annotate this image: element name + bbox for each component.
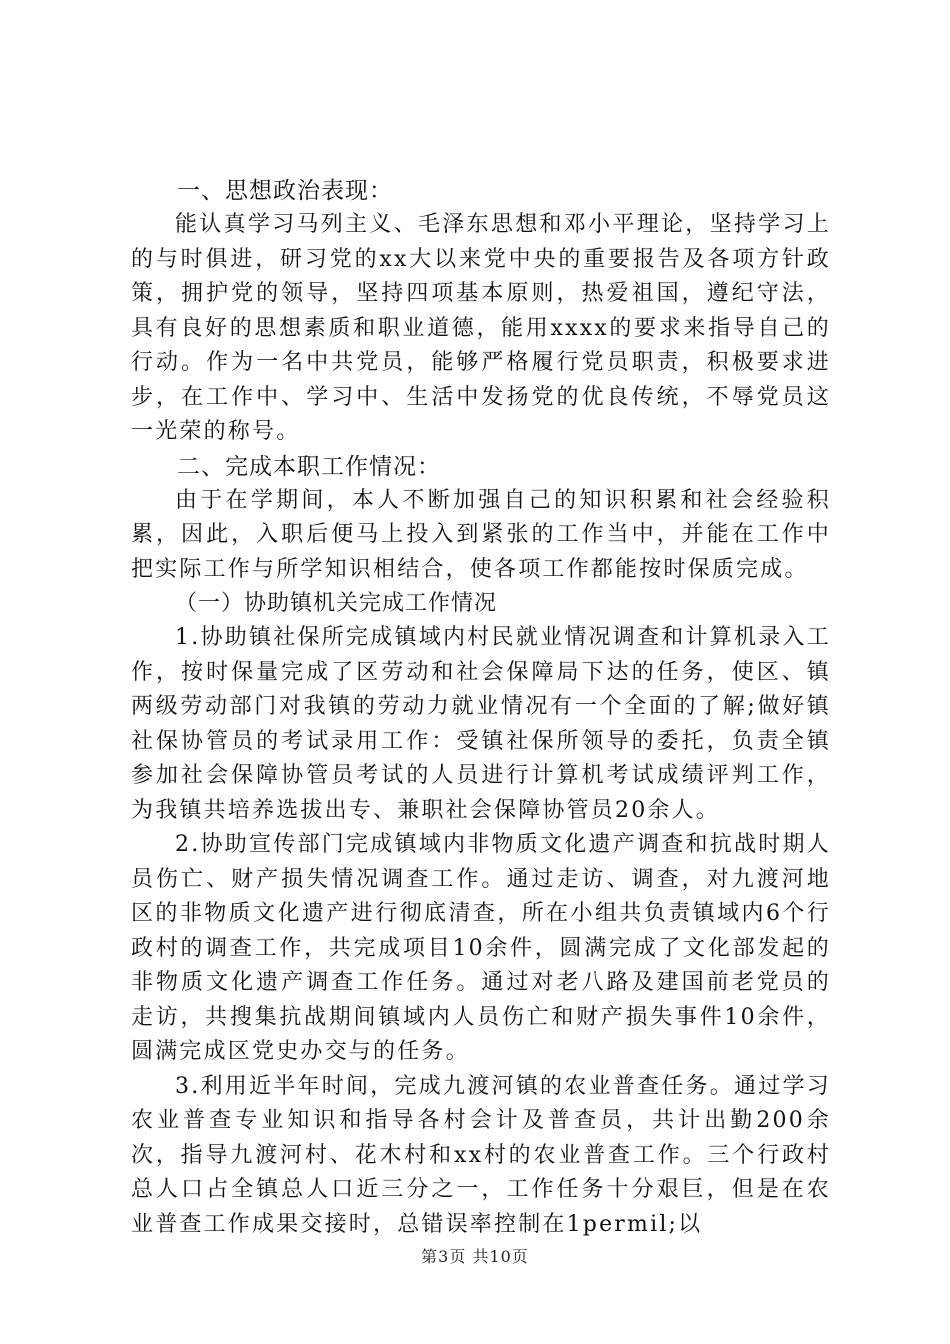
item-1-paragraph: 1.协助镇社保所完成镇域内村民就业情况调查和计算机录入工作，按时保量完成了区劳动和社会保障局下达的任务，使区、镇两级劳动部门对我镇的劳动力就业情况有一个全面的了解;做好镇社保协管员的考试录用工作：受镇社保所领导的委托，负责全镇参加社会保障协管员考试的人员进行计算机考试成绩评判工作，为我镇共培养选拔出专、兼职社会保障协管员20余人。 — [131, 625, 831, 823]
page-number-footer: 第3页 共10页 — [421, 1247, 529, 1266]
subsection1-heading: （一）协助镇机关完成工作情况 — [175, 591, 498, 616]
section1-paragraph: 能认真学习马列主义、毛泽东思想和邓小平理论，坚持学习上的与时俱进，研习党的xx大以来党中央的重要报告及各项方针政策，拥护党的领导，坚持四项基本原则，热爱祖国，遵纪守法，具有良好的思想素质和职业道德，能用xxxx的要求来指导自己的行动。作为一名中共党员，能够严格履行党员职责，积极要求进步，在工作中、学习中、生活中发扬党的优良传统，不辱党员这一光荣的称号。 — [131, 212, 831, 444]
item-3-paragraph: 3.利用近半年时间，完成九渡河镇的农业普查任务。通过学习农业普查专业知识和指导各村会计及普查员，共计出勤200余次，指导九渡河村、花木村和xx村的农业普查工作。三个行政村总人口占全镇总人口近三分之一，工作任务十分艰巨，但是在农业普查工作成果交接时，总错误率控制在1permil;以 — [131, 1073, 831, 1237]
document-body — [131, 174, 831, 1242]
section2-paragraph: 由于在学期间，本人不断加强自己的知识积累和社会经验积累，因此，入职后便马上投入到紧张的工作当中，并能在工作中把实际工作与所学知识相结合，使各项工作都能按时保质完成。 — [131, 487, 831, 582]
section1-heading: 一、思想政治表现： — [177, 178, 393, 204]
item-2-paragraph: 2.协助宣传部门完成镇域内非物质文化遗产调查和抗战时期人员伤亡、财产损失情况调查工作。通过走访、调查，对九渡河地区的非物质文化遗产进行彻底清查，所在小组共负责镇域内6个行政村的调查工作，共完成项目10余件，圆满完成了文化部发起的非物质文化遗产调查工作任务。通过对老八路及建国前老党员的走访，共搜集抗战期间镇域内人员伤亡和财产损失事件10余件，圆满完成区党史办交与的任务。 — [131, 832, 831, 1064]
section2-heading: 二、完成本职工作情况： — [177, 453, 441, 480]
